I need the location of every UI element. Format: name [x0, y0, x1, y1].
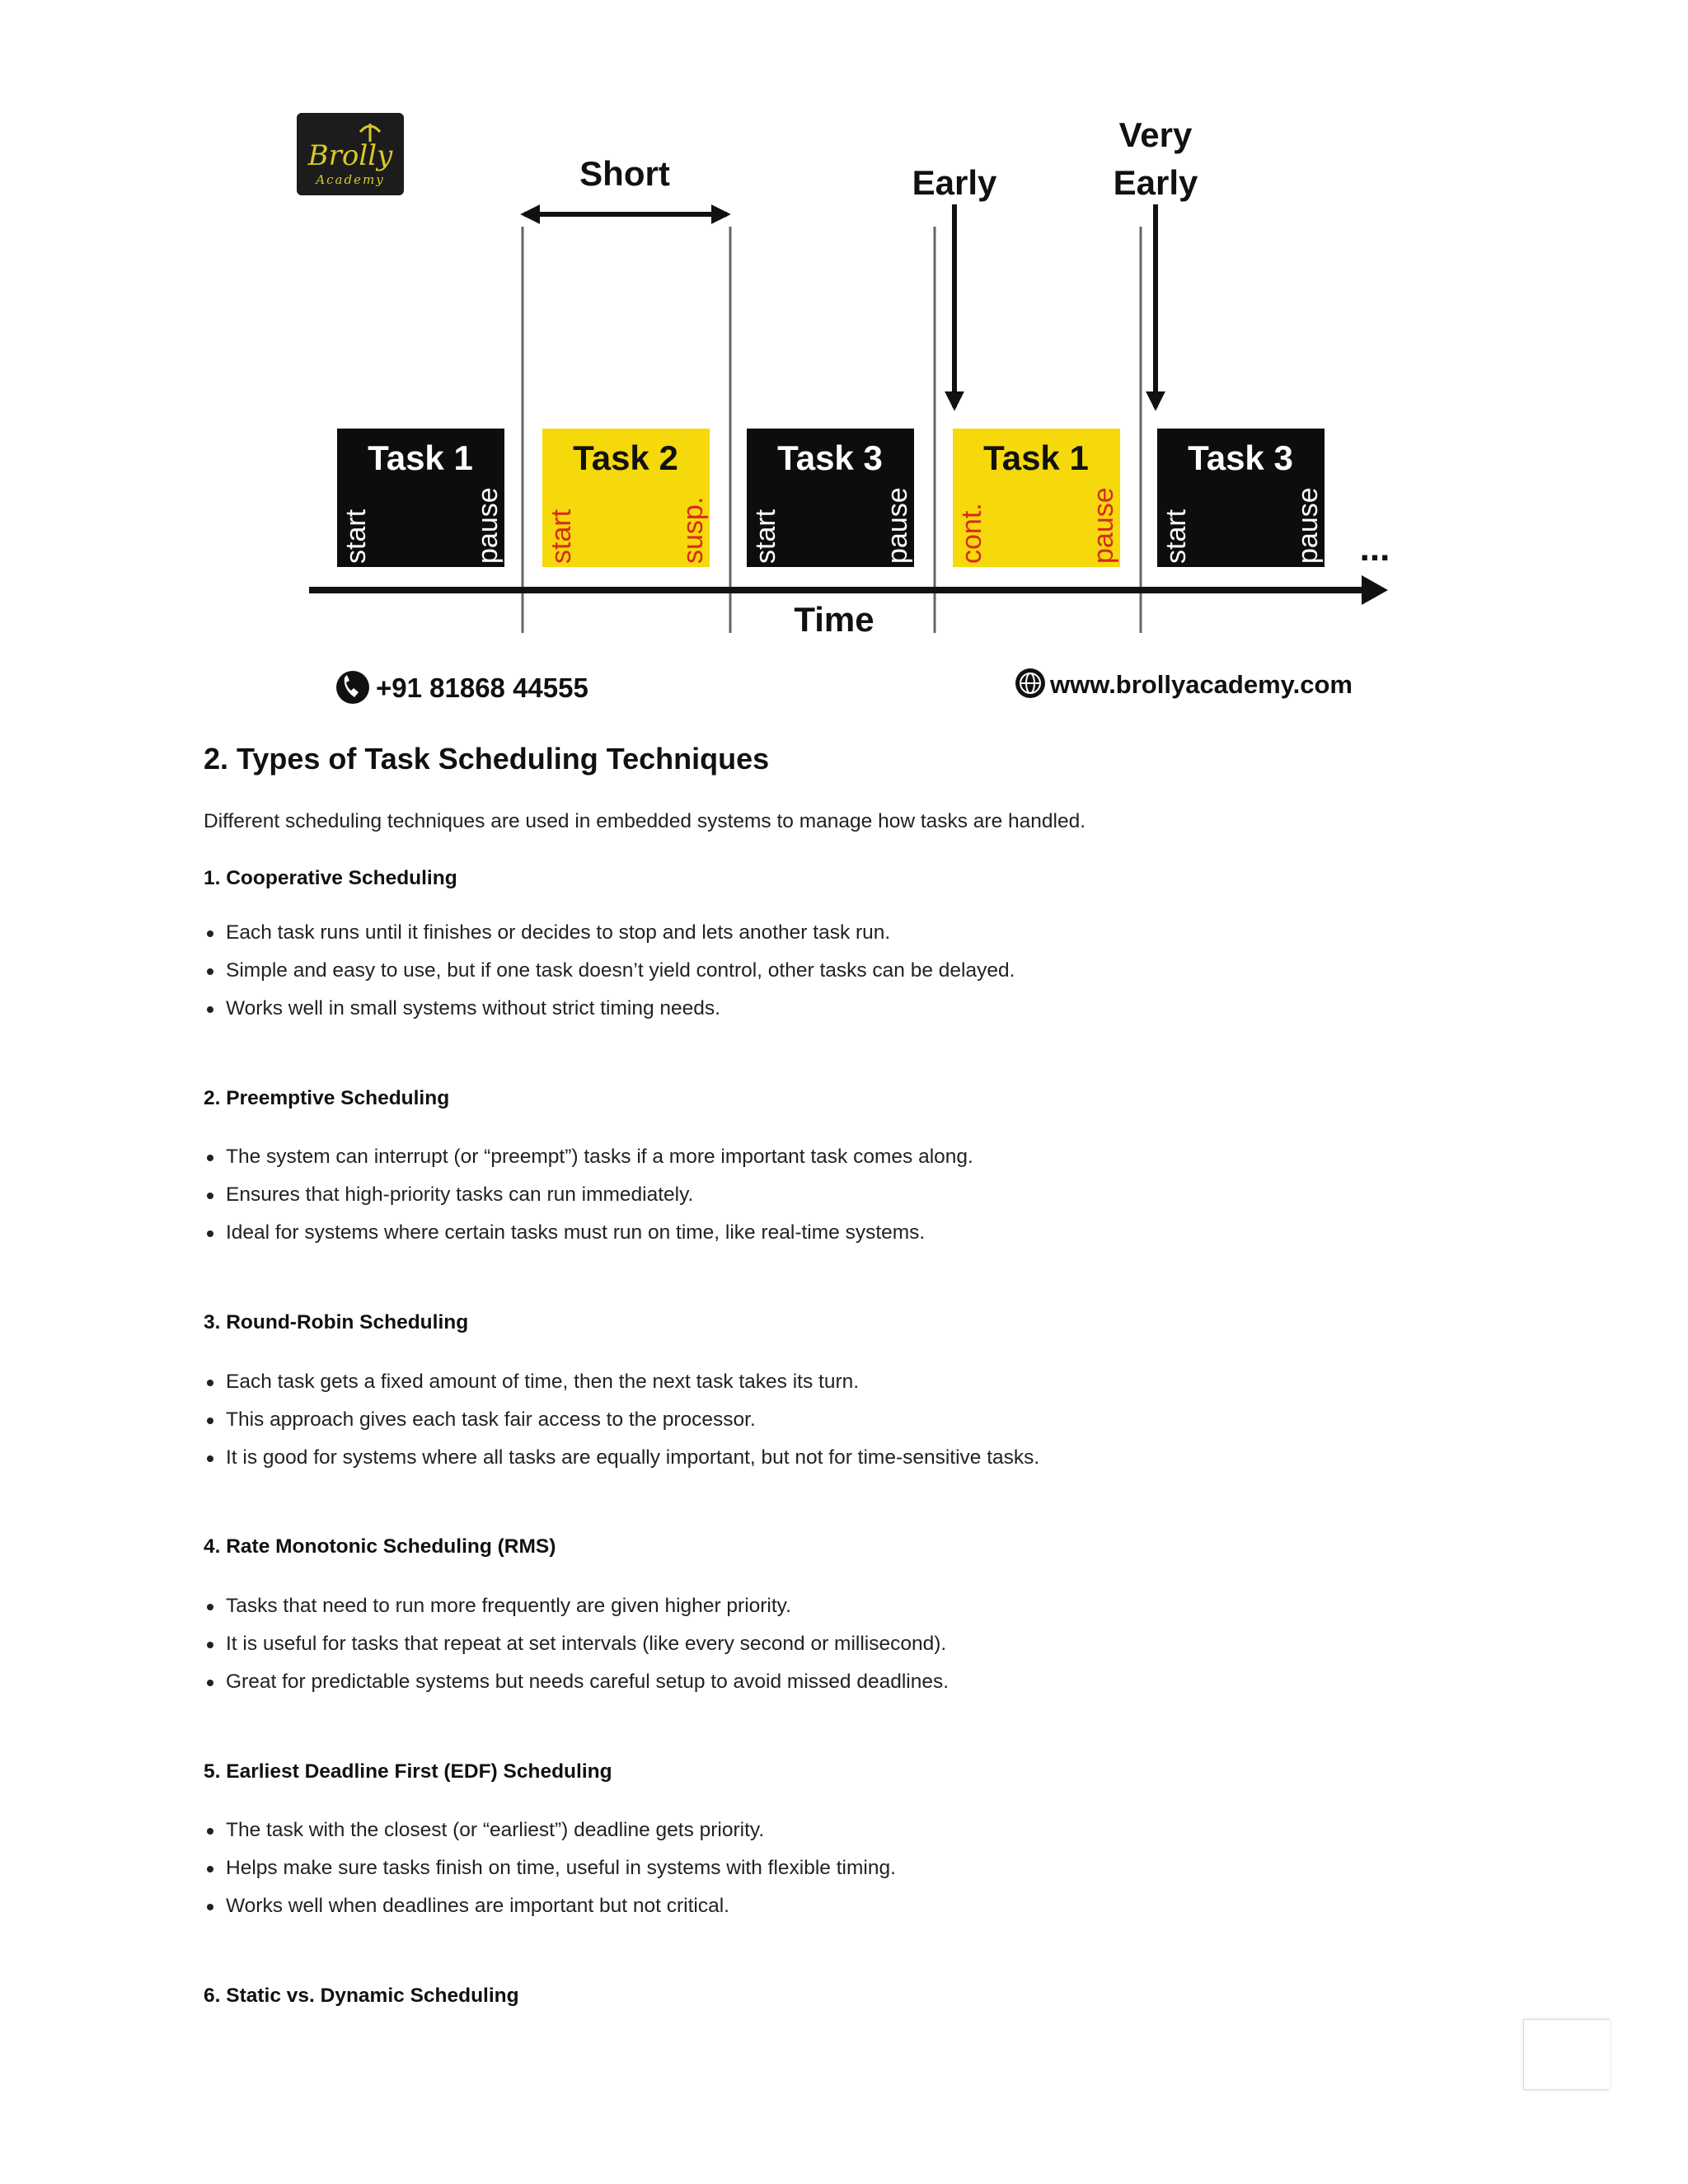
- task-1-right: pause: [472, 487, 504, 564]
- bullet-list-round-robin: [204, 1371, 1039, 1484]
- phone-contact: [336, 671, 588, 704]
- list-item: Each task gets a fixed amount of time, then the next task takes its turn.: [204, 1371, 1039, 1408]
- list-item: Simple and easy to use, but if one task doesn’t yield control, other tasks can be delayed.: [204, 959, 1015, 997]
- section-heading: 2. Types of Task Scheduling Techniques: [204, 742, 770, 776]
- list-item: The system can interrupt (or “preempt”) tasks if a more important task comes along.: [204, 1146, 973, 1183]
- task-1-name: Task 1: [368, 438, 473, 477]
- scheduling-diagram: [0, 0, 1688, 725]
- list-item: It is useful for tasks that repeat at set intervals (like every second or millisecond).: [204, 1633, 949, 1671]
- task-2-right: susp.: [678, 496, 709, 564]
- label-short: Short: [579, 154, 670, 193]
- task-3-right: pause: [882, 487, 913, 564]
- phone-icon: [336, 671, 369, 704]
- list-item: Ideal for systems where certain tasks must run on time, like real-time systems.: [204, 1221, 973, 1259]
- list-item: Great for predictable systems but needs careful setup to avoid missed deadlines.: [204, 1671, 949, 1708]
- list-item: Helps make sure tasks finish on time, useful in systems with flexible timing.: [204, 1857, 896, 1895]
- website-url: www.brollyacademy.com: [1050, 670, 1353, 699]
- globe-icon: [1015, 668, 1045, 698]
- label-very-early: Early: [1113, 163, 1198, 202]
- task-block-5: [1157, 429, 1325, 567]
- bullet-list-edf: [204, 1819, 896, 1933]
- task-block-1: [337, 429, 504, 567]
- bullet-list-cooperative: [204, 921, 1015, 1035]
- bullet-list-rms: [204, 1595, 949, 1708]
- section-title-static-dynamic: 6. Static vs. Dynamic Scheduling: [204, 1985, 519, 2007]
- task-2-name: Task 2: [573, 438, 678, 477]
- list-item: Works well when deadlines are important but not critical.: [204, 1895, 896, 1933]
- phone-number: +91 81868 44555: [376, 673, 588, 703]
- task-3-left: start: [750, 509, 781, 564]
- time-axis-arrowhead: [1362, 575, 1388, 605]
- list-item: The task with the closest (or “earliest”) deadline gets priority.: [204, 1819, 896, 1857]
- section-title-preemptive: 2. Preemptive Scheduling: [204, 1087, 450, 1109]
- logo-brand-text: Brolly: [307, 139, 393, 172]
- website-contact: [1015, 668, 1353, 699]
- task-block-4: [953, 429, 1120, 567]
- task-5-left: start: [1160, 509, 1192, 564]
- brolly-logo: [297, 113, 404, 195]
- task-3-name: Task 3: [777, 438, 883, 477]
- section-title-round-robin: 3. Round-Robin Scheduling: [204, 1311, 469, 1333]
- list-item: Tasks that need to run more frequently are given higher priority.: [204, 1595, 949, 1633]
- intro-paragraph: Different scheduling techniques are used in embedded systems to manage how tasks are handled.: [204, 810, 1086, 832]
- task-5-name: Task 3: [1188, 438, 1293, 477]
- logo-sub-text: Academy: [316, 172, 385, 187]
- task-4-right: pause: [1088, 487, 1119, 564]
- label-very: Very: [1118, 115, 1193, 154]
- task-4-name: Task 1: [983, 438, 1089, 477]
- section-title-cooperative: 1. Cooperative Scheduling: [204, 867, 457, 889]
- section-title-edf: 5. Earliest Deadline First (EDF) Scheduling: [204, 1760, 612, 1783]
- task-1-left: start: [340, 509, 372, 564]
- recaptcha-badge[interactable]: [1523, 2019, 1610, 2090]
- list-item: Each task runs until it finishes or decides to stop and lets another task run.: [204, 921, 1015, 959]
- bullet-list-preemptive: [204, 1146, 973, 1259]
- list-item: It is good for systems where all tasks are equally important, but not for time-sensitive tasks.: [204, 1446, 1039, 1484]
- task-block-2: [542, 429, 710, 567]
- time-label: Time: [794, 600, 874, 639]
- task-5-right: pause: [1292, 487, 1324, 564]
- task-2-left: start: [546, 509, 577, 564]
- section-title-rms: 4. Rate Monotonic Scheduling (RMS): [204, 1535, 556, 1558]
- task-4-left: cont.: [956, 503, 987, 564]
- list-item: Ensures that high-priority tasks can run immediately.: [204, 1183, 973, 1221]
- timeline-ellipsis: ...: [1359, 528, 1390, 569]
- task-block-3: [747, 429, 914, 567]
- list-item: Works well in small systems without strict timing needs.: [204, 997, 1015, 1035]
- label-early: Early: [912, 163, 997, 202]
- list-item: This approach gives each task fair access to the processor.: [204, 1408, 1039, 1446]
